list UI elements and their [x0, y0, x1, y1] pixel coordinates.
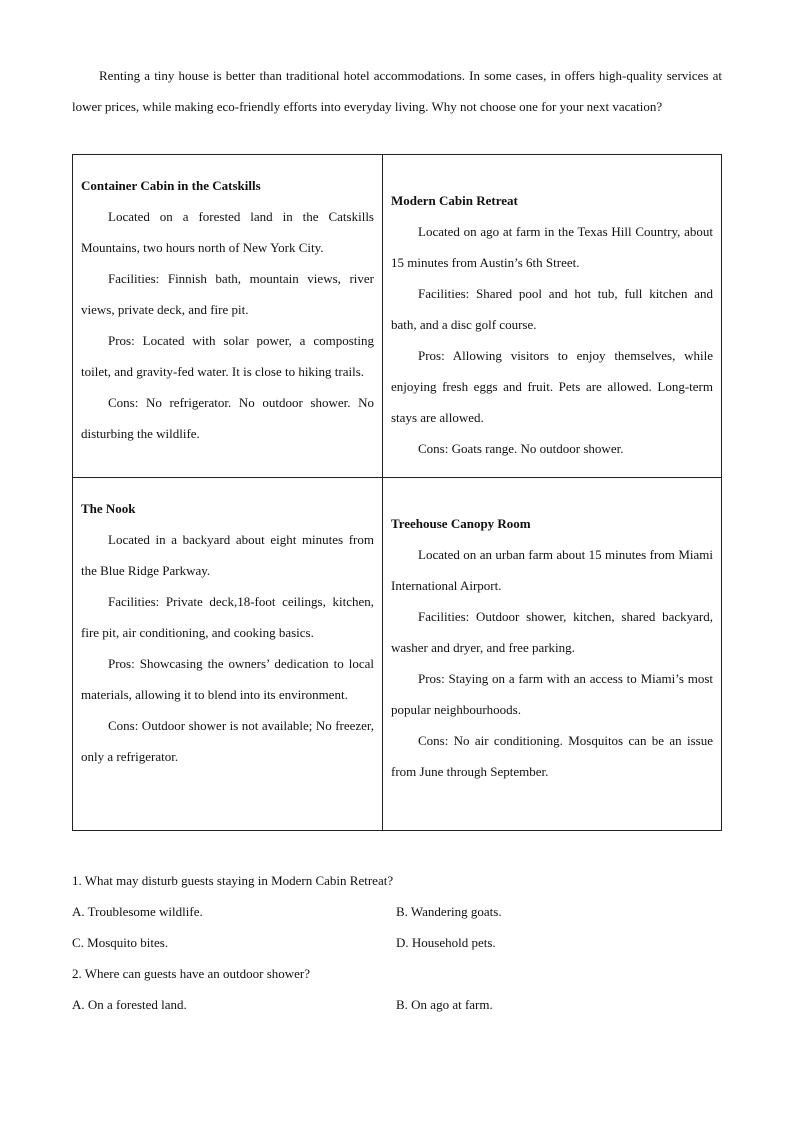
option-row	[72, 896, 722, 927]
cabin-location: Located on ago at farm in the Texas Hill Country, about 15 minutes from Austin’s 6th Street.	[391, 224, 713, 270]
cabin-cell-treehouse	[383, 478, 722, 831]
cabin-pros: Pros: Showcasing the owners’ dedication to local materials, allowing it to blend into its environment.	[81, 656, 374, 702]
option-a: A. On a forested land.	[72, 997, 187, 1012]
cabin-comparison-table	[72, 154, 722, 831]
cabin-facilities: Facilities: Shared pool and hot tub, full kitchen and bath, and a disc golf course.	[391, 286, 713, 332]
option-row	[72, 927, 722, 958]
question-stem: 2. Where can guests have an outdoor shower?	[72, 966, 311, 981]
option-a: A. Troublesome wildlife.	[72, 904, 203, 919]
cabin-title: The Nook	[81, 501, 136, 516]
table-row	[73, 155, 722, 478]
option-d: D. Household pets.	[396, 935, 496, 950]
cabin-location: Located on an urban farm about 15 minutes from Miami International Airport.	[391, 547, 713, 593]
cabin-cons: Cons: No refrigerator. No outdoor shower. No disturbing the wildlife.	[81, 395, 374, 441]
cabin-cons: Cons: No air conditioning. Mosquitos can be an issue from June through September.	[391, 733, 713, 779]
intro-paragraph: Renting a tiny house is better than traditional hotel accommodations. In some cases, in offers high-quality services at lower prices, while making eco-friendly efforts into everyday living. Why not choose one for your next vacation?	[72, 68, 722, 114]
table-row	[73, 478, 722, 831]
cabin-facilities: Facilities: Outdoor shower, kitchen, shared backyard, washer and dryer, and free parking.	[391, 609, 713, 655]
cabin-pros: Pros: Located with solar power, a composting toilet, and gravity-fed water. It is close to hiking trails.	[81, 333, 374, 379]
cabin-title: Container Cabin in the Catskills	[81, 178, 261, 193]
question-stem: 1. What may disturb guests staying in Modern Cabin Retreat?	[72, 873, 394, 888]
cabin-cons: Cons: Goats range. No outdoor shower.	[418, 441, 624, 456]
cabin-cell-modern-cabin	[383, 155, 722, 478]
cabin-cell-the-nook	[73, 478, 383, 831]
option-b: B. Wandering goats.	[396, 904, 502, 919]
cabin-title: Modern Cabin Retreat	[391, 193, 518, 208]
cabin-location: Located on a forested land in the Catskills Mountains, two hours north of New York City.	[81, 209, 374, 255]
cabin-facilities: Facilities: Private deck,18-foot ceilings, kitchen, fire pit, air conditioning, and cooking basics.	[81, 594, 374, 640]
cabin-pros: Pros: Allowing visitors to enjoy themselves, while enjoying fresh eggs and fruit. Pets are allowed. Long-term stays are allowed.	[391, 348, 713, 425]
option-row	[72, 989, 722, 1020]
cabin-cell-container-cabin	[73, 155, 383, 478]
cabin-cons: Cons: Outdoor shower is not available; No freezer, only a refrigerator.	[81, 718, 374, 764]
option-c: C. Mosquito bites.	[72, 935, 169, 950]
question-list	[72, 865, 722, 1020]
cabin-location: Located in a backyard about eight minutes from the Blue Ridge Parkway.	[81, 532, 374, 578]
option-b: B. On ago at farm.	[396, 997, 493, 1012]
cabin-title: Treehouse Canopy Room	[391, 516, 531, 531]
cabin-facilities: Facilities: Finnish bath, mountain views, river views, private deck, and fire pit.	[81, 271, 374, 317]
cabin-pros: Pros: Staying on a farm with an access to Miami’s most popular neighbourhoods.	[391, 671, 713, 717]
